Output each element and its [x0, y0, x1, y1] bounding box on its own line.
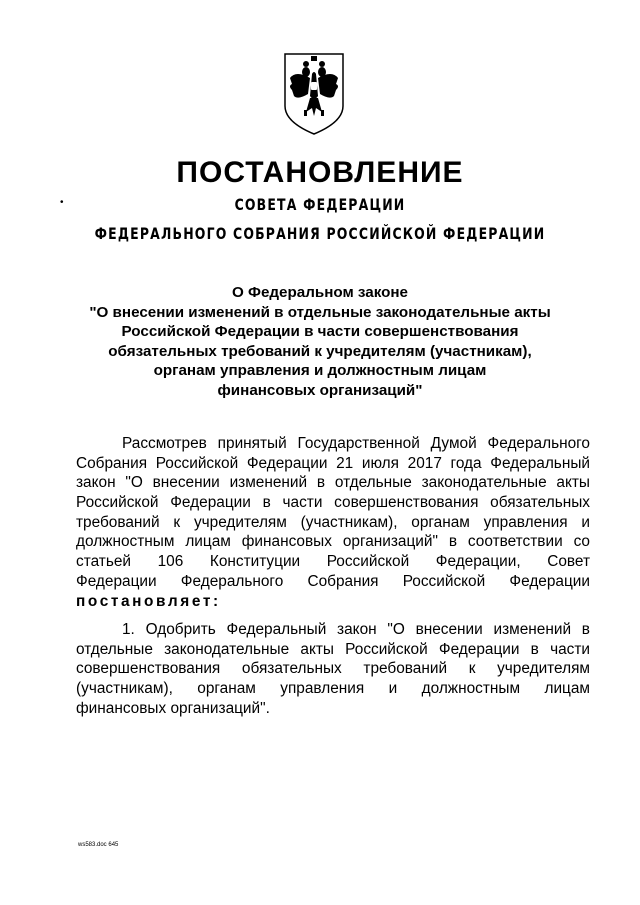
issuer-line-1: СОВЕТА ФЕДЕРАЦИИ: [234, 195, 406, 214]
margin-mark: [536, 130, 538, 136]
paragraph-line: Собрания Российской Федерации 21 июля 2017 года Федеральный: [76, 454, 590, 472]
subject-line: обязательных требований к учредителям (участникам),: [108, 342, 532, 360]
issuer-line-2: ФЕДЕРАЛЬНОГО СОБРАНИЯ РОССИЙСКОЙ ФЕДЕРАЦИИ: [94, 224, 546, 243]
paragraph-line: Федерации Федерального Собрания Российской Федерации: [76, 572, 590, 590]
paragraph-line: Рассмотрев принятый Государственной Думой Федерального: [122, 435, 590, 452]
subject-line: финансовых организаций": [217, 381, 423, 399]
state-emblem-icon: [282, 50, 346, 136]
paragraph-line: совершенствования обязательных требований к учредителям: [76, 660, 590, 678]
document-title: ПОСТАНОВЛЕНИЕ: [176, 156, 464, 189]
preamble-paragraph: [76, 434, 590, 611]
paragraph-line: 1. Одобрить Федеральный закон "О внесении изменений в: [122, 621, 590, 638]
decree-word: постановляет:: [76, 592, 221, 610]
paragraph-line: отдельные законодательные акты Российской Федерации в части: [76, 640, 590, 658]
margin-dot: •: [60, 197, 64, 208]
subject-line: О Федеральном законе: [231, 284, 409, 301]
paragraph-line: финансовых организаций".: [76, 699, 270, 717]
resolution-subject: [40, 283, 600, 400]
paragraph-line: закон "О внесении изменений в отдельные законодательные акты: [76, 474, 590, 492]
subject-line: органам управления и должностным лицам: [153, 362, 487, 379]
subject-line: "О внесении изменений в отдельные законодательные акты: [89, 303, 551, 321]
paragraph-line: требований к учредителям (участникам), органам управления и: [76, 513, 590, 531]
paragraph-line: статьей 106 Конституции Российской Федерации, Совет: [76, 553, 590, 571]
file-code: ws583.doc 645: [78, 842, 119, 848]
clause-1-paragraph: [76, 620, 590, 718]
paragraph-line: должностным лицам финансовых организаций" в соответствии со: [76, 533, 590, 551]
paragraph-line: Российской Федерации в части совершенствования обязательных: [76, 494, 590, 512]
subject-line: Российской Федерации в части совершенствования: [121, 323, 519, 340]
paragraph-line: (участникам), органам управления и должностным лицам: [76, 680, 590, 698]
